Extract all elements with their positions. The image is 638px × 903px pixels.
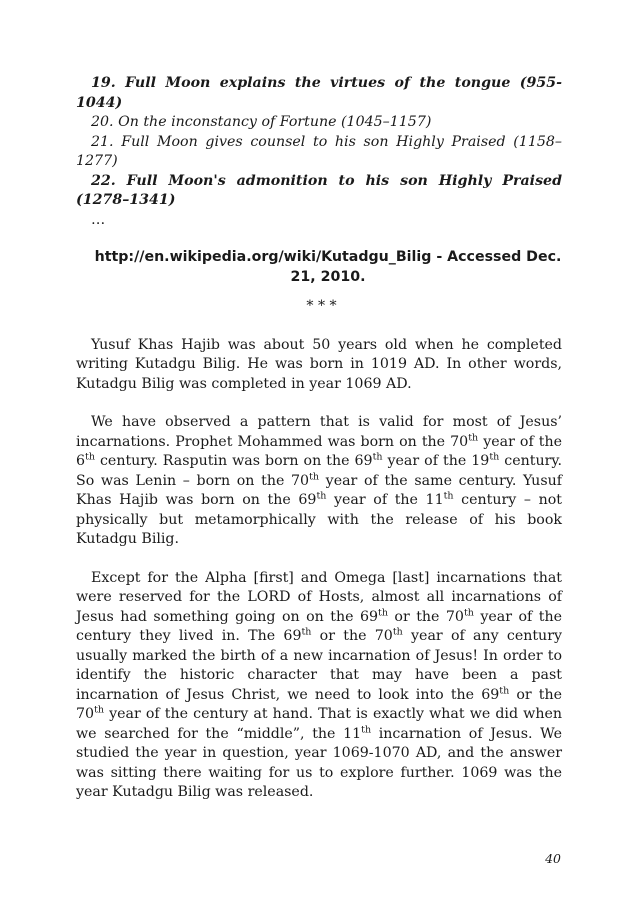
p2-text: year of the 6 <box>76 433 562 469</box>
p3-text: incarnation of Jesus. We studied the year in question, year 1069-1070 AD, and the answer was sitting there waiting for us to explore further. 1069 was the year Kutadgu Bilig was released. <box>76 725 562 800</box>
p3-text: or the 70 <box>76 686 562 722</box>
toc-item-21: 21. Full Moon gives counsel to his son Highly Praised (1158–1277) <box>76 133 562 169</box>
section-separator: * * * <box>306 298 337 314</box>
p2-text: century. So was Lenin – born on the 70 <box>76 453 563 489</box>
p3-text: Except for the Alpha [first] and Omega [last] incarnations that were reserved for the LORD of Hosts, almost all incarnations of Jesus had something going on on the 69 <box>76 569 562 625</box>
paragraph-3 <box>76 569 562 803</box>
p2-text: century – not physically but metamorphically with the release of his book Kutadgu Bilig. <box>76 492 562 547</box>
ordinal-suffix: th <box>94 704 104 716</box>
ordinal-suffix: th <box>378 606 388 618</box>
toc-ellipsis: … <box>91 211 106 228</box>
ordinal-suffix: th <box>85 451 95 463</box>
p2-text: We have observed a pattern that is valid for most of Jesus’ incarnations. Prophet Mohammed was born on the 70 <box>76 414 562 450</box>
source-citation <box>76 248 562 287</box>
toc-item-22: 22. Full Moon's admonition to his son Highly Praised (1278–1341) <box>76 172 562 208</box>
source-url: http://en.wikipedia.org/wiki/Kutadgu_Bilig <box>94 249 432 265</box>
ordinal-suffix: th <box>463 606 474 618</box>
ordinal-suffix: th <box>468 431 479 443</box>
ordinal-suffix: th <box>361 723 372 735</box>
p3-text: or the 70 <box>387 608 464 625</box>
source-accessed: - Accessed Dec. 21, 2010. <box>290 249 562 285</box>
p3-text: year of the century they lived in. The 69 <box>76 608 562 644</box>
ordinal-suffix: th <box>309 470 320 482</box>
ordinal-suffix: th <box>301 626 312 638</box>
ordinal-suffix: th <box>392 626 403 638</box>
p3-text: or the 70 <box>311 628 393 644</box>
ordinal-suffix: th <box>443 490 454 502</box>
toc-item-19: 19. Full Moon explains the virtues of the tongue (955-1044) <box>76 75 562 111</box>
ordinal-suffix: th <box>499 684 510 696</box>
ordinal-suffix: th <box>489 451 500 463</box>
page-body <box>76 74 562 803</box>
paragraph-1: Yusuf Khas Hajib was about 50 years old when he completed writing Kutadgu Bilig. He was born in 1019 AD. In other words, Kutadgu Bilig was completed in year 1069 AD. <box>76 336 562 392</box>
ordinal-suffix: th <box>316 490 327 502</box>
ordinal-suffix: th <box>372 451 383 463</box>
page-number: 40 <box>545 851 561 866</box>
p2-text: year of the 11 <box>326 492 444 508</box>
toc-item-20: 20. On the inconstancy of Fortune (1045–1157) <box>91 114 432 130</box>
p3-text: year of any century usually marked the birth of a new incarnation of Jesus! In order to identify the historic character that may have been a past incarnation of Jesus Christ, we need to look into the 69 <box>76 628 562 703</box>
p2-text: year of the 19 <box>382 453 490 469</box>
p2-text: year of the same century. Yusuf Khas Hajib was born on the 69 <box>76 472 562 508</box>
paragraph-2 <box>76 413 562 550</box>
p3-text: year of the century at hand. That is exactly what we did when we searched for the “middle”, the 11 <box>76 706 562 742</box>
p2-text: century. Rasputin was born on the 69 <box>94 453 373 469</box>
